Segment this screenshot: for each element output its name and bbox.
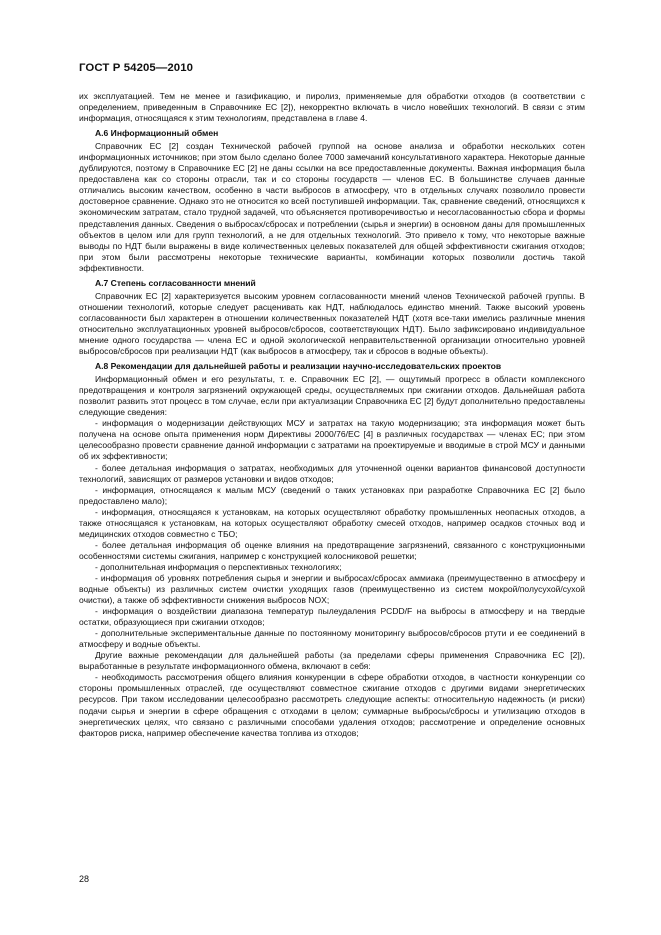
list-item: - информация об уровнях потребления сырья и энергии и выбросах/сбросах аммиака (преимущественно в атмосферу и водные объекты) из различных систем очистки уходящих газов (преимущественно из систем мокрой/полусухой/сухой очистки), а также об эффективности снижения выбросов NOX; (79, 572, 585, 606)
list-item: - информация о модернизации действующих МСУ и затратах на такую модернизацию; эта информация может быть получена на основе опыта применения норм Директивы 2000/76/ЕС [4] в различных государствах — членах ЕС; при этом целесообразно провести сравнение данной информации с затратами на проектируемые и вводимые в строй МСУ и данными об их эффективности; (79, 418, 585, 462)
section-heading-a6: А.6 Информационный обмен (95, 128, 219, 139)
page-number: 28 (79, 874, 90, 884)
section-heading-a7: А.7 Степень согласованности мнений (95, 277, 256, 288)
list-item: - информация, относящаяся к установкам, на которых осуществляют обработку промышленных неопасных отходов, а также относящаяся к установкам, на которых осуществляют обработку смесей отходов, например осадков сточных вод и медицинских отходов совместно с ТБО; (79, 506, 585, 539)
list-item: - более детальная информация о затратах, необходимых для уточненной оценки вариантов финансовой доступности технологий, зависящих от размеров установки и видов отходов; (79, 462, 585, 484)
paragraph: Информационный обмен и его результаты, т. е. Справочник ЕС [2], — ощутимый прогресс в области комплексного предотвращения и контроля загрязнений окружающей среды, осуществляемых при сжигании отходов. Дальнейшая работа позволит развить этот процесс в том случае, если при актуализации Справочника ЕС [2] будут дополнительно предоставлены следующие сведения: (79, 374, 585, 418)
paragraph: Справочник ЕС [2] характеризуется высоким уровнем согласованности мнений членов Технической рабочей группы. В отношении технологий, которые следует расценивать как НДТ, наблюдалось единство мнений. Также высокий уровень согласованности был характерен в отношении количественных показателей НДТ (хотя все-таки имелись различные мнения относительно эксплуатационных уровней выбросов/сбросов, соответствующих НДТ). Было зафиксировано индивидуальное мнение одного государства — члена ЕС и одной экологической неправительственной организации относительно уровней выбросов/сбросов при реализации НДТ (как выбросов в атмосферу, так и сбросов в водные объекты). (79, 290, 585, 357)
list-item: - более детальная информация об оценке влияния на предотвращение загрязнений, связанного с конструкционными особенностями системы сжигания, например с конструкцией колосниковой решетки; (79, 539, 585, 561)
list-item: - дополнительная информация о перспективных технологиях; (95, 561, 342, 572)
section-heading-a8: А.8 Рекомендации для дальнейшей работы и реализации научно-исследовательских проектов (95, 361, 502, 372)
list-item: - необходимость рассмотрения общего влияния конкуренции в сфере обработки отходов, в частности конкуренции со стороны промышленных отраслей, где осуществляют совместное сжигание отходов с другими видами энергетических ресурсов. При таком исследовании целесообразно рассмотреть следующие аспекты: относительную надежность (и риски) подачи сырья и энергии в сфере обращения с отходами в целом; суммарные выбросы/сбросы и утилизацию отходов в энергетических целях, что связано с различными способами удаления отходов; рассмотрение и определение основных факторов риска, например обеспечение качества топлива из отходов; (79, 672, 585, 738)
paragraph: Другие важные рекомендации для дальнейшей работы (за пределами сферы применения Справочника ЕС [2]), выработанные в результате информационного обмена, включают в себя: (79, 650, 585, 672)
paragraph: Справочник ЕС [2] создан Технической рабочей группой на основе анализа и обработки нескольких сотен информационных источников; при этом было сделано более 7000 замечаний консультативного характера. Некоторые данные дублируются, поэтому в Справочнике ЕС [2] не даны ссылки на все предоставленные документы. Важная информация была предоставлена как со стороны отрасли, так и со стороны государств — членов ЕС. В большинстве случаев данные отличались высоким качеством, особенно в части выбросов в атмосферу, что в отдельных случаях позволило провести достоверное сравнение. Однако это не относится ко всей поступившей информации. Так, сравнение сведений, относящихся к экономическим затратам, стало трудной задачей, что объясняется противоречивостью и несогласованностью сбора и формы представления данных. Сведения о выбросах/сбросах и потреблении (сырья и энергии) в основном даны для промышленных объектов в целом или для групп технологий, а не для отдельных технологий. Это привело к тому, что некоторые важные выводы по НДТ были выражены в виде количественных целевых показателей для общей эффективности сжигания отходов; при этом были рассмотрены некоторые технические варианты, комбинации которых позволили достичь такой эффективности. (79, 141, 585, 273)
document-header: ГОСТ Р 54205—2010 (79, 62, 194, 74)
list-item: - информация, относящаяся к малым МСУ (сведений о таких установках при разработке Справочника ЕС [2] было предоставлено мало); (79, 484, 585, 506)
intro-paragraph: их эксплуатацией. Тем не менее и газификацию, и пиролиз, применяемые для обработки отходов (в соответствии с определением, приведенным в Справочнике ЕС [2]), некорректно включать в число новейших технологий. В связи с этим информация, относящаяся к этим технологиям, представлена в главе 4. (79, 91, 585, 124)
list-item: - информация о воздействии диапазона температур пылеудаления PCDD/F на выбросы в атмосферу и на твердые остатки, образующиеся при сжигании отходов; (79, 606, 585, 628)
list-item: - дополнительные экспериментальные данные по постоянному мониторингу выбросов/сбросов ртути и ее соединений в атмосферу и водные объекты. (79, 628, 585, 650)
document-body (79, 91, 585, 739)
